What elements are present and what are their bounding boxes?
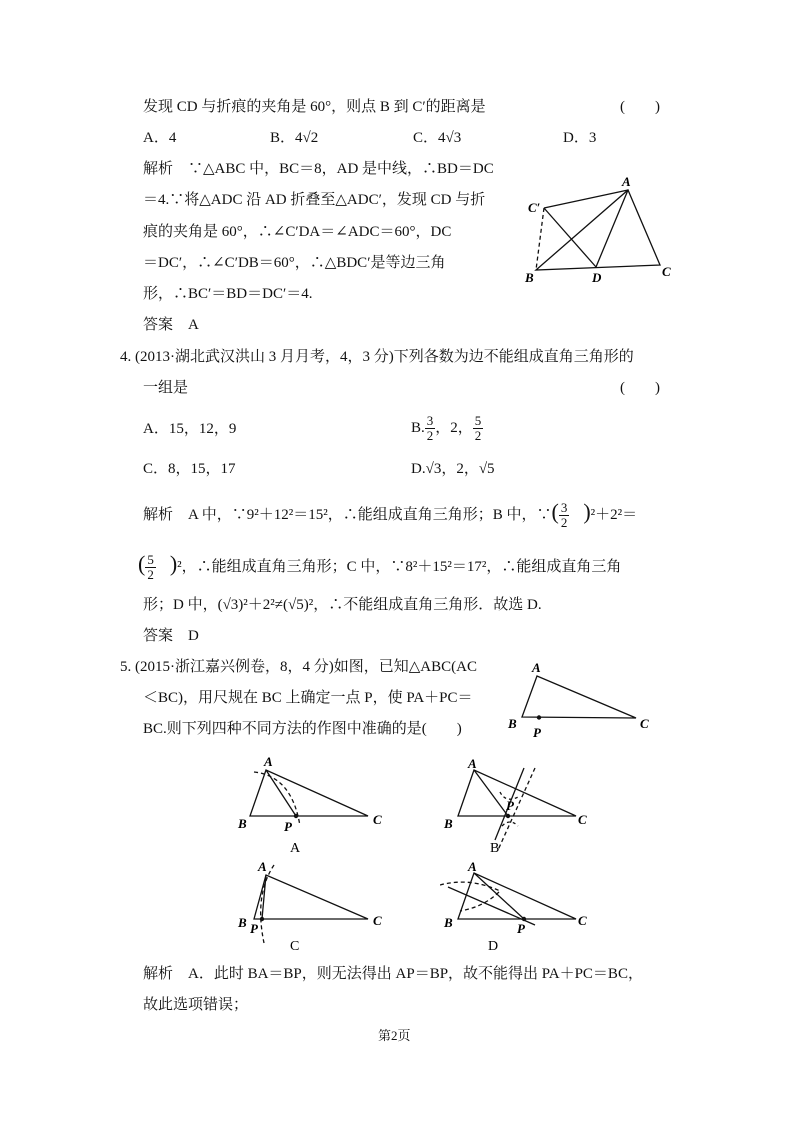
q3-option-b: B．4√2 <box>270 130 319 146</box>
q5-b-label-c: C <box>578 812 587 827</box>
q3-analysis-line-1: 解析 ∵△ABC 中，BC＝8，AD 是中线，∴BD＝DC <box>143 161 494 177</box>
q4-analysis-1-text: 解析 A 中，∵9²＋12²＝15²，∴能组成直角三角形；B 中，∵ <box>143 507 552 523</box>
q4-answer-paren: ( ) <box>620 380 660 396</box>
q4-stem-line-1: 4. (2013·湖北武汉洪山 3 月月考，4，3 分)下列各数为边不能组成直角三角形的 <box>120 349 634 365</box>
q3-fold-figure <box>522 168 682 286</box>
q5-a-label-p: P <box>284 819 292 834</box>
q4-analysis-line-2: ( $\frac{5}{2}$ )²，∴能组成直角三角形；C 中，∵8²＋15²＝17²，∴能组成直角三角 <box>138 551 622 583</box>
q3-label-b: B <box>525 270 534 285</box>
q4-option-c: C．8，15，17 <box>143 461 236 477</box>
q5-c-label-p: P <box>250 921 258 936</box>
q5-stem-line-3: BC.则下列四种不同方法的作图中准确的是( ) <box>143 721 462 737</box>
q4-option-b-fraction-2: $\frac{5}{2}$ <box>474 413 482 444</box>
q3-analysis-line-3: 痕的夹角是 60°，∴∠C′DA＝∠ADC＝60°，DC <box>143 224 452 240</box>
q4-stem-line-2: 一组是 <box>143 380 189 396</box>
q5-a-label-a: A <box>264 754 273 769</box>
q4-analysis-1-tail: ²＋2²＝ <box>590 507 638 523</box>
q5-main-label-a: A <box>532 660 541 675</box>
q3-label-c-prime: C′ <box>528 200 541 215</box>
q3-label-c: C <box>662 264 671 279</box>
q5-main-figure <box>505 660 655 740</box>
q3-option-d: D．3 <box>563 130 597 146</box>
q5-option-d-figure <box>440 855 600 955</box>
q5-main-label-c: C <box>640 716 649 731</box>
q3-label-a: A <box>622 174 631 189</box>
q5-main-label-p: P <box>533 725 541 740</box>
q3-analysis-line-5: 形，∴BC′＝BD＝DC′＝4. <box>143 286 313 302</box>
q4-option-d: D.√3，2，√5 <box>411 461 495 477</box>
q5-analysis-line-2: 故此选项错误； <box>143 997 249 1013</box>
q3-option-c: C．4√3 <box>413 130 462 146</box>
q5-option-b-figure <box>440 752 600 858</box>
q5-b-label-p: P <box>506 798 514 813</box>
q3-stem-line: 发现 CD 与折痕的夹角是 60°，则点 B 到 C′的距离是 <box>143 99 486 115</box>
q5-c-label-a: A <box>258 859 267 874</box>
q4-option-b-prefix: B. <box>411 420 425 436</box>
q4-analysis-1-fraction: $\frac{3}{2}$ <box>560 500 568 531</box>
q5-b-label-a: A <box>468 756 477 771</box>
q5-c-label-b: B <box>238 915 247 930</box>
q3-answer-paren: ( ) <box>620 99 660 115</box>
q3-analysis-line-2: ＝4.∵将△ADC 沿 AD 折叠至△ADC′，发现 CD 与折 <box>143 192 486 208</box>
q3-option-a: A．4 <box>143 130 177 146</box>
q5-analysis-line-1: 解析 A．此时 BA＝BP，则无法得出 AP＝BP，故不能得出 PA＋PC＝BC， <box>143 966 643 982</box>
q5-c-caption: C <box>290 939 300 954</box>
q5-d-caption: D <box>488 939 499 954</box>
q5-b-label-b: B <box>444 816 453 831</box>
q5-stem-line-1: 5. (2015·浙江嘉兴例卷，8，4 分)如图，已知△ABC(AC <box>120 659 477 675</box>
q5-d-label-c: C <box>578 913 587 928</box>
q4-answer: 答案 D <box>143 628 199 644</box>
q5-main-label-b: B <box>508 716 517 731</box>
q4-option-a: A．15，12，9 <box>143 421 237 437</box>
q3-answer: 答案 A <box>143 317 199 333</box>
q4-option-b-middle: ，2， <box>435 420 473 436</box>
q5-d-label-p: P <box>517 921 525 936</box>
q4-analysis-2-fraction: $\frac{5}{2}$ <box>147 552 154 583</box>
q5-d-label-a: A <box>468 859 477 874</box>
q5-d-label-b: B <box>444 915 453 930</box>
q4-analysis-2-text: ²，∴能组成直角三角形；C 中，∵8²＋15²＝17²，∴能组成直角三角 <box>177 559 622 575</box>
q4-option-b-fraction-1: $\frac{3}{2}$ <box>426 413 434 444</box>
q4-option-b <box>411 406 483 450</box>
q5-option-c-figure <box>232 855 392 955</box>
q5-b-caption: B <box>490 841 500 856</box>
q5-c-label-c: C <box>373 913 382 928</box>
q5-stem-line-2: ＜BC)，用尺规在 BC 上确定一点 P，使 PA＋PC＝ <box>143 690 473 706</box>
q5-a-label-c: C <box>373 812 382 827</box>
q3-analysis-line-4: ＝DC′，∴∠C′DB＝60°，∴△BDC′是等边三角 <box>143 255 446 271</box>
q5-a-label-b: B <box>238 816 247 831</box>
q3-label-d: D <box>592 270 602 285</box>
q5-option-a-figure <box>232 752 392 858</box>
q4-analysis-line-3: 形；D 中，(√3)²＋2²≠(√5)²，∴不能组成直角三角形．故选 D. <box>143 597 542 613</box>
page-number: 第2页 <box>378 1028 411 1043</box>
q4-analysis-line-1: 解析 A 中，∵9²＋12²＝15²，∴能组成直角三角形；B 中，∵( $\frac{3}{2}$ )²＋2²＝ <box>143 499 638 531</box>
q5-a-caption: A <box>290 841 301 856</box>
